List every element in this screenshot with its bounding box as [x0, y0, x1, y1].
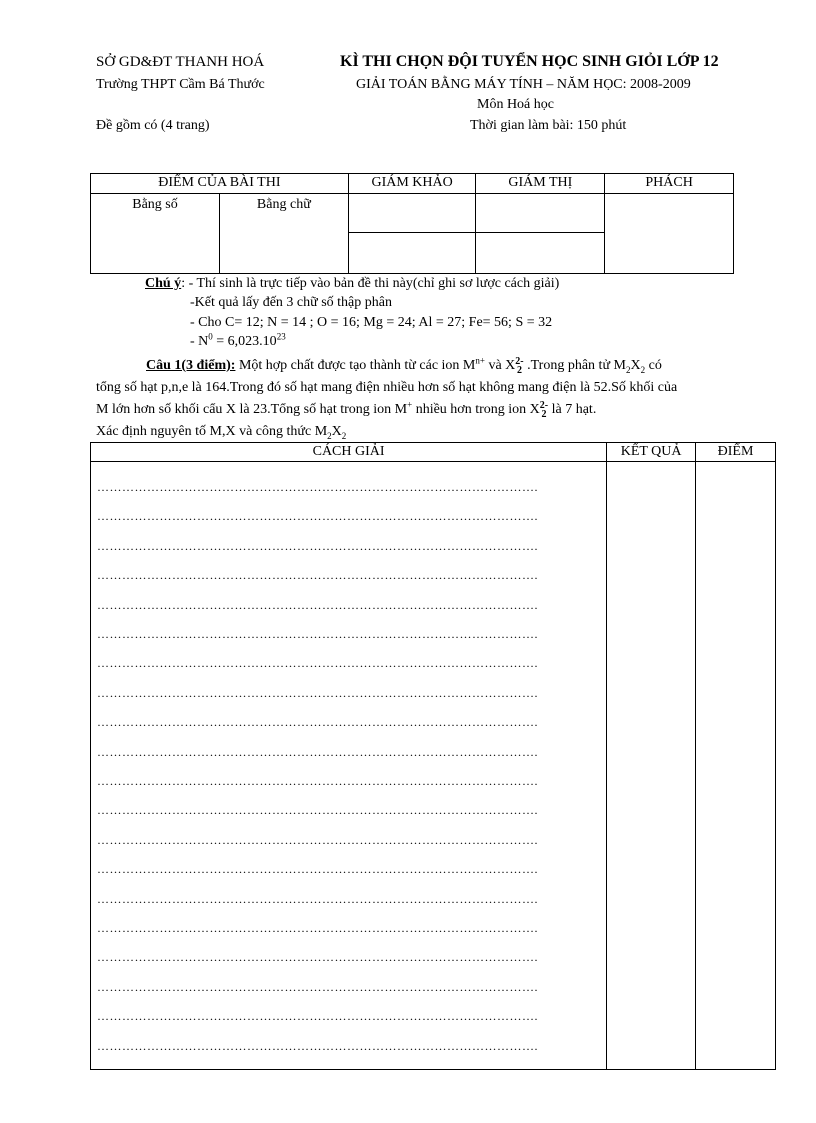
- score-cells: [91, 194, 349, 274]
- dotted-line: …………………………………………………………………………………………….: [97, 685, 538, 700]
- note-line-3: - Cho C= 12; N = 14 ; O = 16; Mg = 24; Al = 27; Fe= 56; S = 32: [190, 315, 553, 330]
- note-line-2: -Kết quả lấy đến 3 chữ số thập phân: [190, 295, 392, 310]
- examiner-cell: [348, 194, 476, 274]
- dotted-line: …………………………………………………………………………………………….: [97, 597, 538, 612]
- points-area[interactable]: [696, 462, 776, 1070]
- examiner-header: GIÁM KHẢO: [348, 174, 476, 194]
- dotted-line: …………………………………………………………………………………………….: [97, 627, 538, 641]
- page-count: Đề gồm có (4 trang): [96, 118, 210, 133]
- score-number-label: Bằng số: [91, 194, 220, 273]
- dotted-line: …………………………………………………………………………………………….: [97, 656, 538, 671]
- dotted-line: …………………………………………………………………………………………….: [97, 803, 538, 818]
- department-name: SỞ GD&ĐT THANH HOÁ: [96, 54, 265, 70]
- dotted-line: …………………………………………………………………………………………….: [97, 891, 538, 906]
- code-cell: [605, 194, 734, 274]
- code-header: PHÁCH: [605, 174, 734, 194]
- dotted-line: …………………………………………………………………………………………….: [97, 1038, 538, 1053]
- dotted-line: …………………………………………………………………………………………….: [97, 509, 538, 524]
- question-1-title: Câu 1(3 điểm):: [146, 358, 236, 374]
- note-text-1: : - Thí sinh là trực tiếp vào bản đề thi này(chỉ ghi sơ lược cách giải): [181, 276, 560, 291]
- dotted-line: …………………………………………………………………………………………….: [97, 950, 538, 965]
- exam-title: KÌ THI CHỌN ĐỘI TUYỂN HỌC SINH GIỎI LỚP 12: [340, 53, 719, 70]
- dotted-line: …………………………………………………………………………………………….: [97, 538, 538, 553]
- answer-table: [90, 442, 776, 1070]
- solution-area[interactable]: [91, 462, 607, 1070]
- question-1-line-1: Câu 1(3 điểm): Một hợp chất được tạo thành từ các ion $M^{n+}$ và X 2- 2 .Trong phân tử $M_2X_2$ có: [146, 355, 662, 376]
- dotted-line: …………………………………………………………………………………………….: [97, 862, 538, 877]
- dotted-line: …………………………………………………………………………………………….: [97, 568, 538, 583]
- time-allowed: Thời gian làm bài: 150 phút: [470, 118, 627, 133]
- school-name: Trường THPT Cầm Bá Thước: [96, 77, 265, 92]
- points-header: ĐIỂM: [696, 443, 776, 462]
- dotted-line: …………………………………………………………………………………………….: [97, 832, 538, 847]
- solution-header: CÁCH GIẢI: [91, 443, 607, 462]
- question-1-line-4: Xác định nguyên tố M,X và công thức $M_2X_2$: [96, 424, 347, 441]
- note-line-1: [145, 276, 559, 292]
- result-area[interactable]: [607, 462, 696, 1070]
- dotted-line: …………………………………………………………………………………………….: [97, 979, 538, 994]
- note-line-4: - $N^0 = 6,023.10^{23}$: [190, 331, 286, 349]
- proctor-cell: [476, 194, 605, 274]
- question-1-line-3: M lớn hơn số khối cẩu X là 23.Tổng số hạt trong ion M+ nhiều hơn trong ion X 2- 2 là 7 hạt.: [96, 399, 597, 420]
- exam-subtitle: GIẢI TOÁN BẰNG MÁY TÍNH – NĂM HỌC: 2008-2009: [356, 77, 691, 92]
- dotted-line: …………………………………………………………………………………………….: [97, 921, 538, 935]
- score-words-label: Bằng chữ: [256, 197, 311, 212]
- question-1-line-2: tổng số hạt p,n,e là 164.Trong đó số hạt mang điện nhiều hơn số hạt không mang điện là 52.Số khối của: [96, 380, 678, 395]
- dotted-line: …………………………………………………………………………………………….: [97, 774, 538, 788]
- proctor-header: GIÁM THỊ: [476, 174, 605, 194]
- score-table: [90, 173, 734, 274]
- dotted-line: …………………………………………………………………………………………….: [97, 744, 538, 759]
- dotted-line: …………………………………………………………………………………………….: [97, 1009, 538, 1024]
- dotted-line: …………………………………………………………………………………………….: [97, 480, 538, 494]
- score-header: ĐIỂM CỦA BÀI THI: [91, 174, 349, 194]
- result-header: KẾT QUẢ: [607, 443, 696, 462]
- subject: Môn Hoá học: [477, 97, 554, 112]
- dotted-line: …………………………………………………………………………………………….: [97, 715, 538, 730]
- note-label: Chú ý: [145, 276, 182, 291]
